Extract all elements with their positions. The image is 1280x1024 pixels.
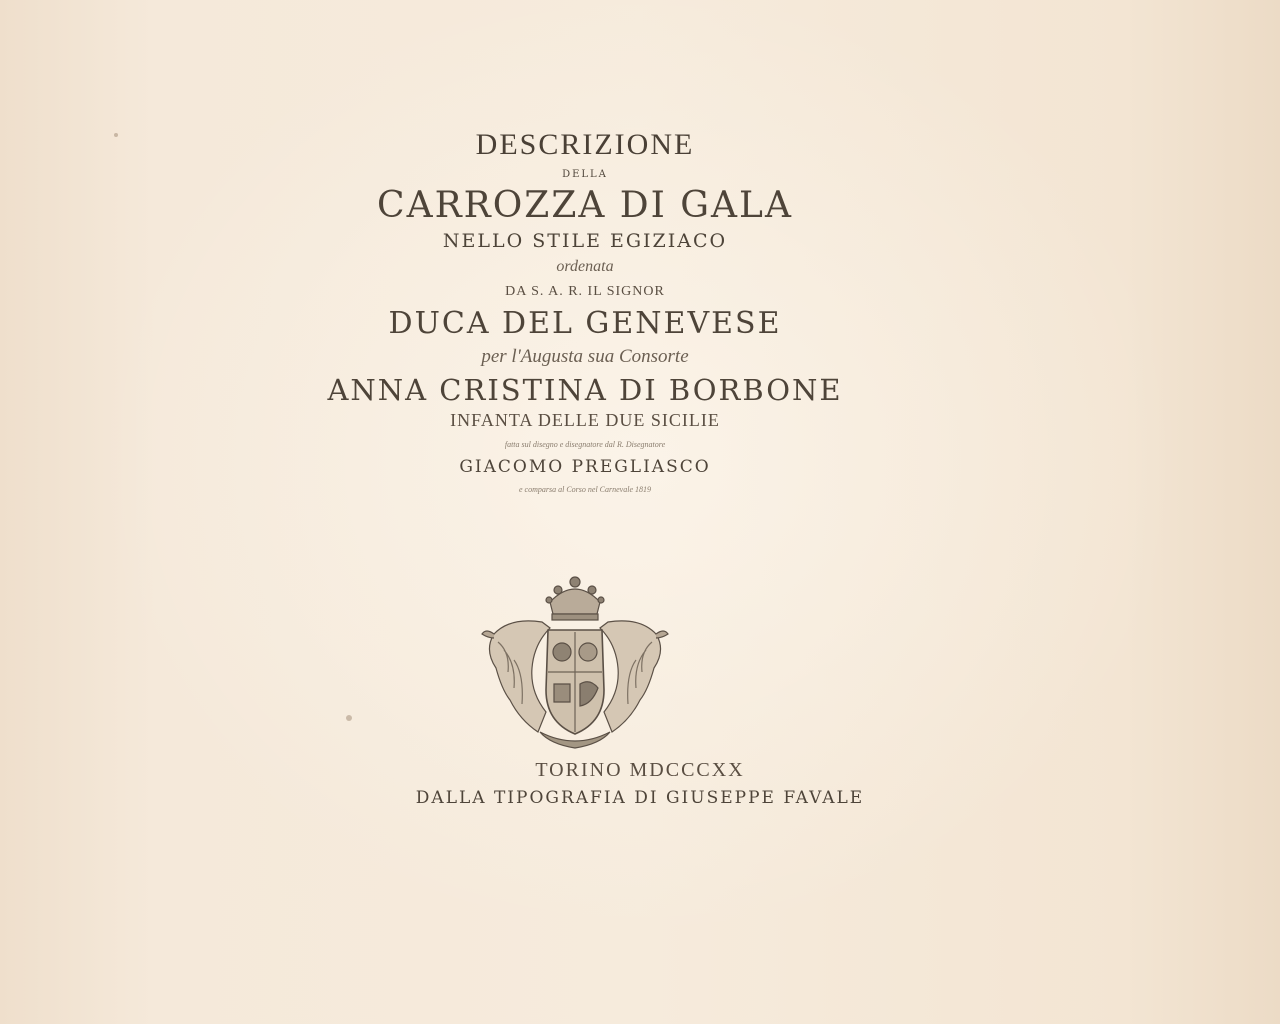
printer-line: DALLA TIPOGRAFIA DI GIUSEPPE FAVALE bbox=[415, 788, 865, 808]
coat-of-arms-icon bbox=[480, 572, 670, 754]
ordered-line: ordenata bbox=[556, 258, 614, 275]
princess-line: ANNA CRISTINA DI BORBONE bbox=[327, 373, 843, 407]
foxing-spot bbox=[114, 133, 118, 137]
title-line-1: DESCRIZIONE bbox=[475, 128, 695, 161]
designer-line: GIACOMO PREGLIASCO bbox=[459, 457, 711, 477]
title-line-2: DELLA bbox=[562, 169, 608, 180]
princess-title-line: INFANTA DELLE DUE SICILIE bbox=[450, 410, 720, 430]
for-line: per l'Augusta sua Consorte bbox=[481, 346, 689, 367]
duke-line: DUCA DEL GENEVESE bbox=[388, 306, 782, 341]
title-line-4: NELLO STILE EGIZIACO bbox=[442, 230, 728, 252]
title-block bbox=[250, 112, 920, 494]
foxing-spot bbox=[346, 715, 352, 721]
place-date-line: TORINO MDCCCXX bbox=[535, 759, 745, 781]
title-line-3: CARROZZA DI GALA bbox=[377, 185, 793, 226]
made-by-line: fatta sul disegno e disegnatore dal R. Disegnatore bbox=[504, 440, 666, 449]
by-line: DA S. A. R. IL SIGNOR bbox=[505, 284, 665, 299]
imprint-block bbox=[300, 760, 980, 807]
appeared-line: e comparsa al Corso nel Carnevale 1819 bbox=[519, 485, 651, 494]
